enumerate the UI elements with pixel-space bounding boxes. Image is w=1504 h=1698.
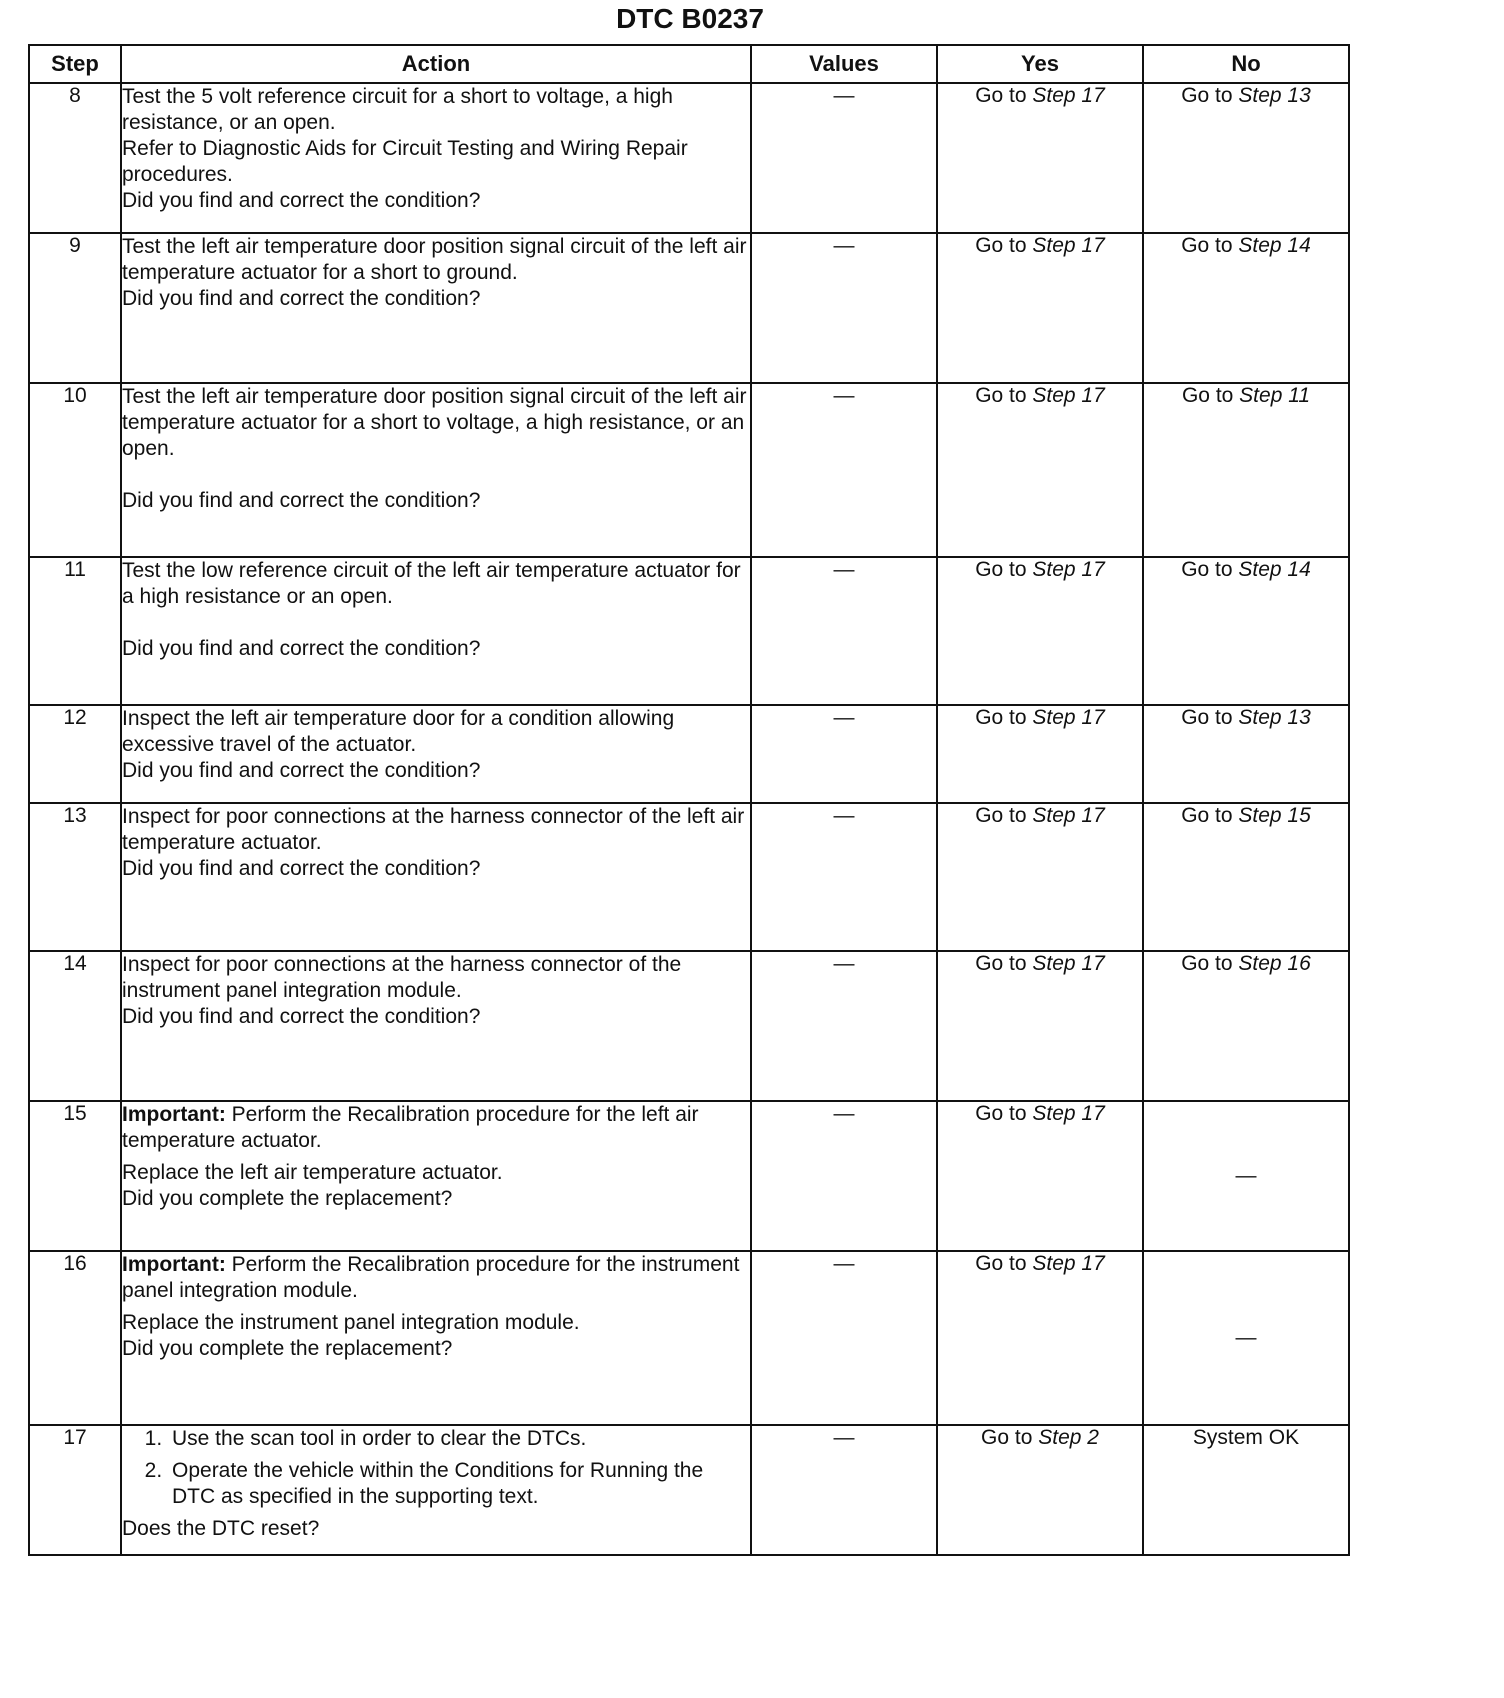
table-row <box>29 83 1349 233</box>
values-cell: — <box>751 83 937 233</box>
table-row <box>29 951 1349 1101</box>
action-text: Test the low reference circuit of the left air temperature actuator for a high resistance or an open. <box>122 559 741 608</box>
step-number: 14 <box>29 951 121 1101</box>
table-row <box>29 557 1349 705</box>
step-number: 15 <box>29 1101 121 1251</box>
header-values: Values <box>751 45 937 83</box>
important-note: Important: Perform the Recalibration procedure for the instrument panel integration module. <box>122 1253 740 1302</box>
no-step-link[interactable]: Step 14 <box>1238 234 1311 257</box>
step-number: 12 <box>29 705 121 803</box>
values-cell: — <box>751 1251 937 1425</box>
no-cell: Go to Step 14 <box>1143 557 1349 705</box>
action-cell <box>121 951 751 1101</box>
yes-step-link[interactable]: Step 17 <box>1032 84 1105 107</box>
action-text: Replace the instrument panel integration module. <box>122 1311 580 1334</box>
step-number: 13 <box>29 803 121 951</box>
dtc-table <box>28 44 1350 1556</box>
yes-cell: Go to Step 17 <box>937 83 1143 233</box>
no-cell: — <box>1143 1251 1349 1425</box>
step-number: 10 <box>29 383 121 557</box>
action-cell <box>121 803 751 951</box>
yes-cell: Go to Step 17 <box>937 705 1143 803</box>
yes-step-link[interactable]: Step 17 <box>1032 558 1105 581</box>
table-row <box>29 705 1349 803</box>
action-cell <box>121 83 751 233</box>
action-question: Did you find and correct the condition? <box>122 287 481 310</box>
action-question: Does the DTC reset? <box>122 1517 320 1540</box>
header-no: No <box>1143 45 1349 83</box>
action-cell <box>121 1251 751 1425</box>
no-cell: Go to Step 11 <box>1143 383 1349 557</box>
yes-cell: Go to Step 17 <box>937 233 1143 383</box>
no-step-link[interactable]: Step 13 <box>1238 706 1311 729</box>
action-cell <box>121 1425 751 1555</box>
table-row <box>29 233 1349 383</box>
important-note: Important: Perform the Recalibration procedure for the left air temperature actuator. <box>122 1103 699 1152</box>
action-question: Did you find and correct the condition? <box>122 189 481 212</box>
no-cell: Go to Step 13 <box>1143 83 1349 233</box>
yes-step-link[interactable]: Step 17 <box>1032 384 1105 407</box>
values-cell: — <box>751 1101 937 1251</box>
no-step-link[interactable]: Step 16 <box>1238 952 1311 975</box>
table-row <box>29 383 1349 557</box>
important-label: Important: <box>122 1103 226 1126</box>
yes-cell: Go to Step 17 <box>937 1101 1143 1251</box>
action-text: Inspect the left air temperature door for a condition allowing excessive travel of the actuator. <box>122 707 675 756</box>
action-question: Did you find and correct the condition? <box>122 857 481 880</box>
action-text: Inspect for poor connections at the harness connector of the left air temperature actuator. <box>122 805 745 854</box>
yes-step-link[interactable]: Step 17 <box>1032 1102 1105 1125</box>
yes-cell: Go to Step 17 <box>937 803 1143 951</box>
header-step: Step <box>29 45 121 83</box>
action-cell <box>121 383 751 557</box>
header-row <box>29 45 1349 83</box>
action-text: Inspect for poor connections at the harness connector of the instrument panel integration module. <box>122 953 682 1002</box>
yes-step-link[interactable]: Step 17 <box>1032 952 1105 975</box>
page-title: DTC B0237 <box>616 3 764 34</box>
step-number: 9 <box>29 233 121 383</box>
yes-step-link[interactable]: Step 17 <box>1032 804 1105 827</box>
yes-cell: Go to Step 17 <box>937 557 1143 705</box>
yes-cell: Go to Step 17 <box>937 951 1143 1101</box>
header-action: Action <box>121 45 751 83</box>
action-text: Refer to Diagnostic Aids for Circuit Testing and Wiring Repair procedures. <box>122 137 688 186</box>
action-question: Did you find and correct the condition? <box>122 637 481 660</box>
action-text: Test the 5 volt reference circuit for a short to voltage, a high resistance, or an open. <box>122 85 673 134</box>
no-cell: Go to Step 14 <box>1143 233 1349 383</box>
values-cell: — <box>751 705 937 803</box>
action-text: Replace the left air temperature actuator. <box>122 1161 503 1184</box>
yes-step-link[interactable]: Step 17 <box>1032 234 1105 257</box>
action-question: Did you complete the replacement? <box>122 1187 453 1210</box>
table-row <box>29 1101 1349 1251</box>
list-item: 2. Operate the vehicle within the Conditions for Running the DTC as specified in the supporting text. <box>168 1458 750 1510</box>
action-question: Did you find and correct the condition? <box>122 489 481 512</box>
action-list <box>122 1426 750 1516</box>
no-cell: Go to Step 16 <box>1143 951 1349 1101</box>
action-question: Did you find and correct the condition? <box>122 759 481 782</box>
step-number: 8 <box>29 83 121 233</box>
yes-step-link[interactable]: Step 17 <box>1032 706 1105 729</box>
yes-cell: Go to Step 17 <box>937 383 1143 557</box>
yes-cell: Go to Step 2 <box>937 1425 1143 1555</box>
action-cell <box>121 557 751 705</box>
values-cell: — <box>751 233 937 383</box>
no-step-link[interactable]: Step 14 <box>1238 558 1311 581</box>
action-cell <box>121 705 751 803</box>
action-cell <box>121 1101 751 1251</box>
important-label: Important: <box>122 1253 226 1276</box>
action-cell <box>121 233 751 383</box>
no-cell: — <box>1143 1101 1349 1251</box>
values-cell: — <box>751 803 937 951</box>
action-question: Did you complete the replacement? <box>122 1337 453 1360</box>
header-yes: Yes <box>937 45 1143 83</box>
step-number: 17 <box>29 1425 121 1555</box>
table-row <box>29 803 1349 951</box>
values-cell: — <box>751 1425 937 1555</box>
action-text: Test the left air temperature door position signal circuit of the left air temperature actuator for a short to ground. <box>122 235 747 284</box>
table-row <box>29 1251 1349 1425</box>
no-cell: Go to Step 13 <box>1143 705 1349 803</box>
no-step-link[interactable]: Step 15 <box>1238 804 1311 827</box>
action-question: Did you find and correct the condition? <box>122 1005 481 1028</box>
values-cell: — <box>751 383 937 557</box>
no-cell: System OK <box>1143 1425 1349 1555</box>
step-number: 11 <box>29 557 121 705</box>
no-step-link[interactable]: Step 13 <box>1238 84 1311 107</box>
no-step-link[interactable]: Step 11 <box>1239 384 1311 407</box>
list-item: 1. Use the scan tool in order to clear the DTCs. <box>168 1426 750 1452</box>
yes-cell: Go to Step 17 <box>937 1251 1143 1425</box>
yes-step-link[interactable]: Step 17 <box>1032 1252 1105 1275</box>
yes-step-link[interactable]: Step 2 <box>1038 1426 1099 1449</box>
action-text: Test the left air temperature door position signal circuit of the left air temperature actuator for a short to voltage, a high resistance, or an open. <box>122 385 747 460</box>
no-cell: Go to Step 15 <box>1143 803 1349 951</box>
table-row <box>29 1425 1349 1555</box>
values-cell: — <box>751 951 937 1101</box>
values-cell: — <box>751 557 937 705</box>
step-number: 16 <box>29 1251 121 1425</box>
